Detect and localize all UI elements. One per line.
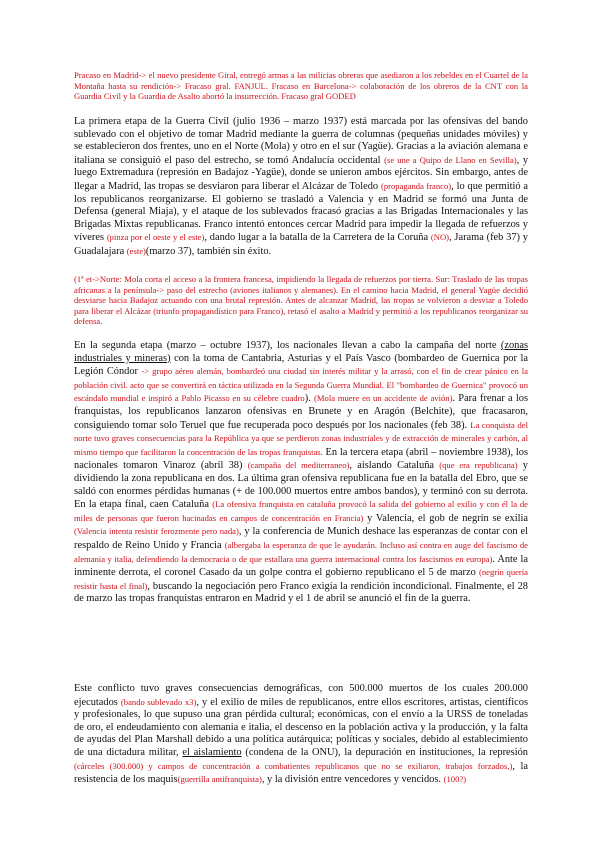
text: , y la conferencia de Munich deshace las esperanzas de contar con el respaldo de Reino Unido y Francia [74, 526, 528, 551]
annotation: (100?) [443, 774, 467, 785]
paragraph-segunda-etapa [74, 340, 528, 606]
text: (condena de la ONU), la depuración en instituciones, la represión [241, 746, 528, 758]
paragraph-consecuencias [74, 683, 528, 787]
text: , lo que permitió a los republicanos reorganizarse. El gobierno se trasladó a Valencia y en Madrid se formó una Junta de Defensa (general Miaja), y el ataque de los sublevados fracasó gracias a las Brigadas Internacionales y las Brigadas Mixtas republicanas. Franco intentó entonces cercar Madrid para impedir la llegada de refuerzos y víveres [74, 180, 529, 244]
annotation: (propaganda franco) [380, 180, 452, 191]
text: . Para frenar a los franquistas, los republicanos lanzaron ofensivas en Brunete y en Aragón (Belchite), que fracasaron, consiguiendo tomar solo Teruel que fue recuperada poco después por los nacionales (feb 38). [74, 393, 529, 431]
intro-notes: Pracaso en Madrid-> el nuevo presidente Giral, entregó armas a las milicias obreras que asediaron a los rebeldes en el Cuartel de la Montaña hasta su rendición-> Fracaso gral. FANJUL. Fracaso en Barcelona-> colaboración de los obreros de la CNT con la Guardia Civil y la Guardia de Asalto abortó la insurrección. Fracaso gral GODED [74, 70, 528, 102]
text: Este conflicto tuvo graves consecuencias demográficas, con 500.000 muertos de los cuales 200.000 ejecutados [74, 683, 528, 708]
text: , aislando Cataluña [349, 460, 440, 472]
annotation: (pinza por el oeste y el este) [106, 232, 205, 243]
paragraph-primera-etapa [74, 116, 528, 259]
annotation: (Valencia intenta resistir ferozmente pero nada) [74, 526, 239, 537]
annotation: (que era republicana) [439, 460, 518, 471]
annotation: (campaña del mediterraneo) [247, 460, 350, 471]
annotation: (guerrilla antifranquista) [177, 774, 262, 785]
text: , buscando la negociación pero Franco exigía la rendición incondicional. Finalmente, el 28 de marzo las tropas franquistas entraron en Madrid y el 1 de abril se anunció el fin de la guerra. [74, 580, 528, 605]
annotation: (cárceles (300.000) y campos de concentración a combatientes republicanos que no se exiliaron, trabajos forzados,) [74, 760, 513, 771]
annotation: (Mola muere en un accidente de avión) [314, 393, 453, 404]
annotation: (se une a Quipo de Llano en Sevilla) [384, 154, 517, 165]
text: , Jarama (feb 37) y Guadalajara [74, 232, 528, 257]
text: , dando lugar a la batalla de la Carretera de la Coruña [204, 232, 431, 244]
text: La primera etapa de la Guerra Civil (julio 1936 – marzo 1937) está marcada por las ofensivas del bando sublevado con el objetivo de tomar Madrid mediante la guerra de columnas (pequeñas unidades móviles) y se establecieron dos frentes, uno en el Norte (Mola) y otro en el sur (Yagüe). Gracias a la aviación alemana e italiana se consiguió el paso del estrecho, se tomó Andalucía occidental [74, 116, 528, 166]
annotation: La conquista del norte tuvo graves consecuencias para la República ya que se perdieron zonas industriales y de extracción de minerales y carbón, al mismo tiempo que facilitaron la concentración de las tropas franquistas. [74, 419, 528, 457]
text: y Valencia, el gob de negrín se exilia [363, 512, 528, 524]
underlined-text: el aislamiento [182, 746, 242, 758]
text: , y luego Extremadura (represión en Badajoz -Yagüe), donde se unieron ambos ejércitos. Sin embargo, antes de llegar a Madrid, las tropas se desviaron para liberar el Alcázar de Toledo [74, 154, 529, 192]
underlined-text: (zonas industriales y mineras) [74, 340, 528, 364]
annotation: (albergaba la esperanza de que le ayudarán. Incluso así contra en auge del fascismo de alemania y italia, defendiendo la democracia o de que estallara una guerra internacional contra los fascismos en europa) [74, 539, 528, 564]
text: ). [304, 393, 315, 405]
annotation: (La ofensiva franquista en cataluña provocó la salida del gobierno al exilio y con él la de miles de personas que fueron hacinadas en campos de concentración en Francia) [74, 499, 528, 523]
text: , y la división entre vencedores y vencidos. [261, 774, 444, 786]
text: (marzo 37), también sin éxito. [145, 245, 272, 257]
text: , y el exilio de miles de republicanos, entre ellos escritores, artistas, científicos y profesionales, lo que supuso una gran pérdida cultural; económicas, con el envío a la URSS de toneladas de oro, el endeudamiento con alemania e italia, el descenso en la población activa y la producción, y la falta de ayudas del Plan Marshall debido a una política autárquica; políticas y sociales, debido al establecimiento de una dictadura militar, [74, 696, 528, 758]
text: , la resistencia de los maquis [74, 760, 529, 786]
text: En la tercera etapa (abril – noviembre 1938), los nacionales tomaron Vinaroz (abril 38) [74, 446, 528, 472]
annotation-paragraph: (1ª et->Norte: Mola corta el acceso a la frontera francesa, impidiendo la llegada de refuerzos por tierra. Sur: Traslado de las tropas africanas a la península-> paso del estrecho (aviones italianos y alemanes). En el camino hacia Madrid, el general Yagüe decidió desviarse hacia Badajoz actuando con una brutal represión. Antes de alcanzar Madrid, las tropas se volvieron a desviar a Toledo para liberar el Alcázar (triunfo propagandístico para Franco), retasó el asalto a Madrid y permitió a los republicanos reorganizar su defensa. [74, 274, 528, 327]
annotation: (NO) [430, 232, 450, 243]
text: . Ante la inminente derrota, el coronel Casado da un golpe contra el gobierno republicano el 5 de marzo [74, 553, 528, 579]
annotation: -> grupo aéreo alemán, bombardeó una ciudad sin interés militar y la arrasó, con el fin de crear pánico en la población civil. acto que se convertirá en táctica utilizada en la Segunda Guerra Mundial. El "bombardeo de Guernica" provocó un escándalo mundial e inspiró a Pablo Picasso en su célebre cuadro [74, 366, 528, 404]
annotation: (este) [126, 245, 146, 256]
text: En la segunda etapa (marzo – octubre 1937), los nacionales llevan a cabo la campaña del norte [74, 340, 501, 351]
annotation: (negrín quería resistir hasta el final) [74, 567, 528, 591]
text: con la toma de Cantabria, Asturias y el País Vasco (bombardeo de Guernica por la Legión Cóndor [74, 352, 528, 378]
annotation: (bando sublevado x3) [120, 696, 197, 707]
text: y dividiendo la zona republicana en dos. La última gran ofensiva republicana fue en la batalla del Ebro, que se saldó con enormes pérdidas humanas (+ de 100.000 muertos entre ambos bandos), y terminó con su derrota. En la etapa final, caen Cataluña [74, 460, 528, 511]
